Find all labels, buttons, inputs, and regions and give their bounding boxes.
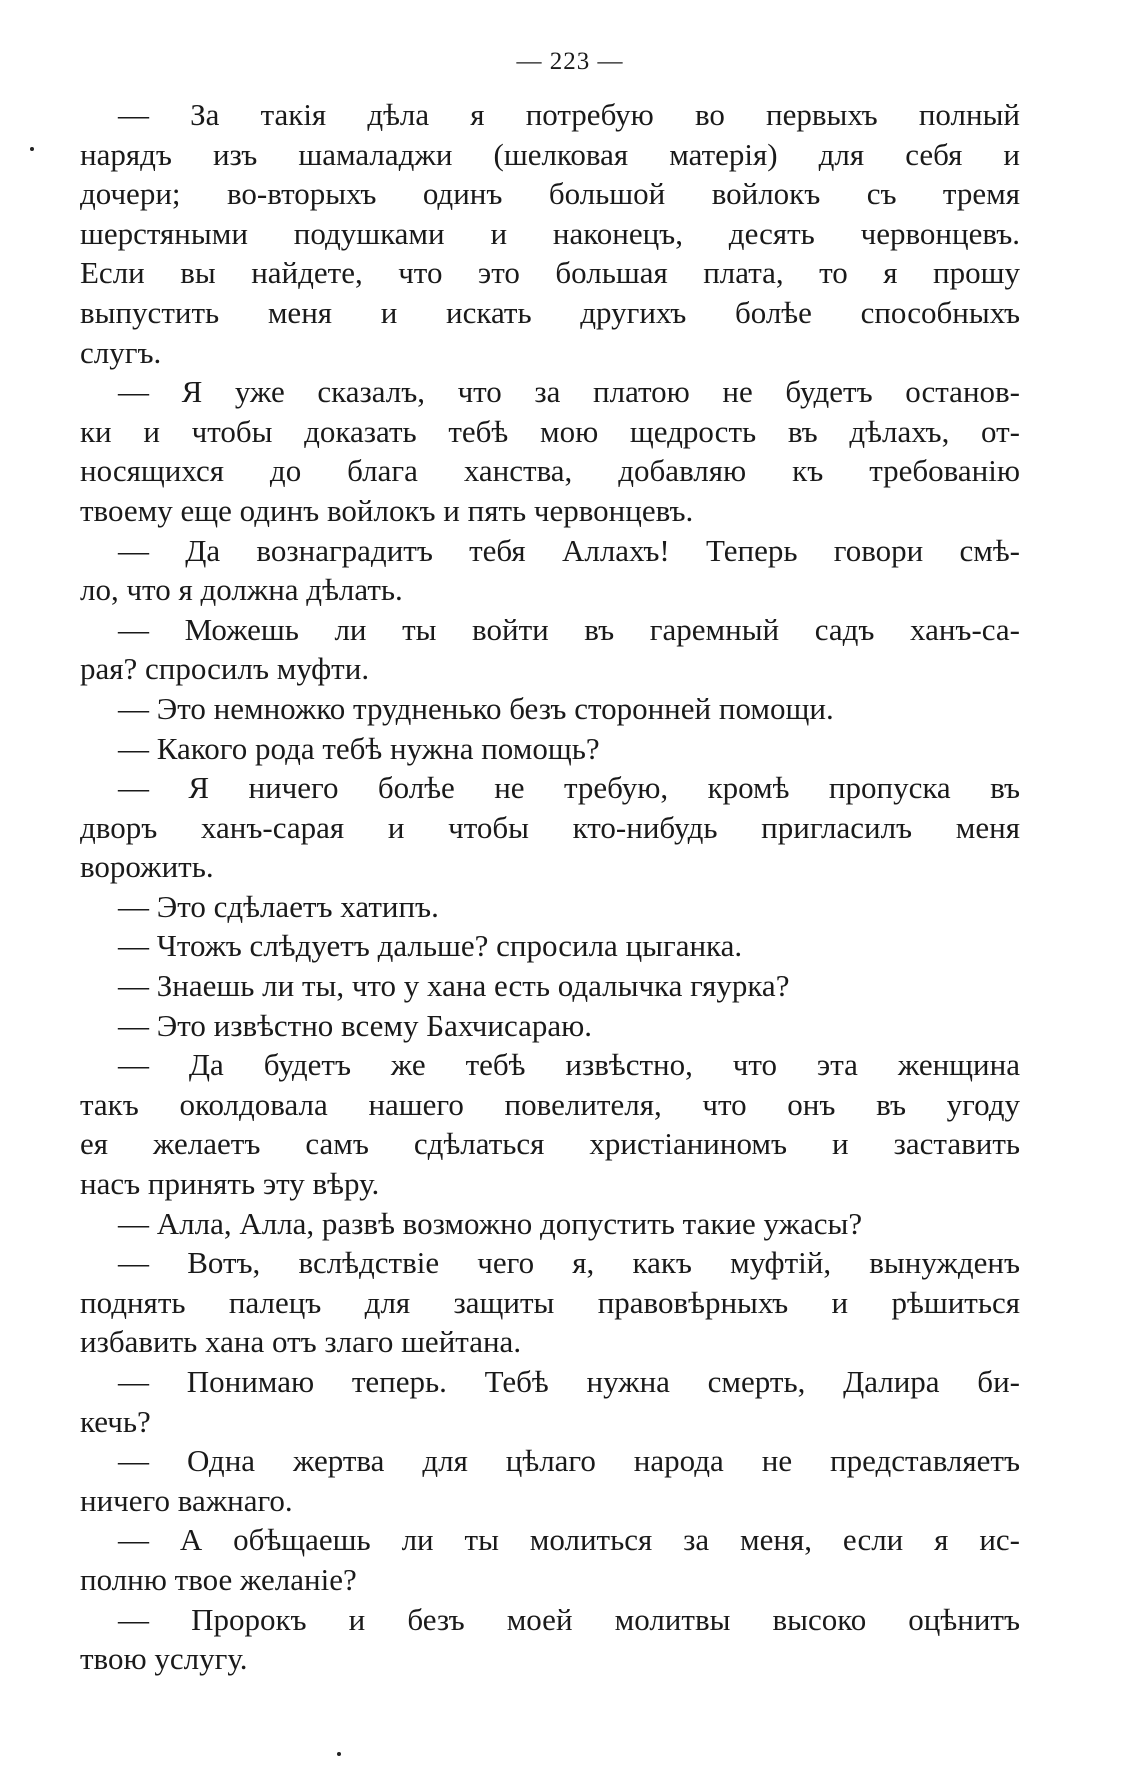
paragraph (80, 610, 1020, 689)
paragraph (80, 1243, 1020, 1362)
paragraph (80, 966, 1020, 1006)
text-line: твоему еще одинъ войлокъ и пять червонцевъ. (80, 492, 694, 528)
text-line: поднять палецъ для защиты правовѣрныхъ и рѣшиться (80, 1284, 1020, 1320)
paragraph (80, 1441, 1020, 1520)
paragraph (80, 1045, 1020, 1203)
text-line: ки и чтобы доказать тебѣ мою щедрость въ дѣлахъ, от- (80, 413, 1020, 449)
text-line: — Это немножко трудненько безъ сторонней помощи. (118, 690, 834, 726)
text-line: — Знаешь ли ты, что у хана есть одалычка гяурка? (118, 968, 790, 1004)
text-line: выпустить меня и искать другихъ болѣе способныхъ (80, 294, 1020, 330)
text-line: — Пророкъ и безъ моей молитвы высоко оцѣнитъ (118, 1601, 1020, 1637)
text-line: — А обѣщаешь ли ты молиться за меня, если я ис- (118, 1522, 1020, 1558)
text-line: — Да вознаградитъ тебя Аллахъ! Теперь говори смѣ- (118, 532, 1020, 568)
text-line: — Чтожъ слѣдуетъ дальше? спросила цыганка. (118, 928, 743, 964)
paragraph (80, 768, 1020, 887)
text-line: — Понимаю теперь. Тебѣ нужна смерть, Далира би- (118, 1364, 1020, 1399)
text-line: полню твое желаніе? (80, 1561, 357, 1597)
text-line: такъ околдовала нашего повелителя, что онъ въ угоду (80, 1086, 1020, 1122)
paragraph (80, 1600, 1020, 1679)
text-line: — Это сдѣлаетъ хатипъ. (118, 888, 439, 924)
text-line: — Это извѣстно всему Бахчисараю. (118, 1007, 593, 1043)
text-line: Если вы найдете, что это большая плата, то я прошу (80, 255, 1020, 291)
text-line: дочери; во-вторыхъ одинъ большой войлокъ съ тремя (80, 176, 1020, 212)
text-line: кечь? (80, 1403, 151, 1439)
paragraph (80, 95, 1020, 372)
text-line: ея желаетъ самъ сдѣлаться христіаниномъ и заставить (80, 1126, 1020, 1162)
text-line: — Какого рода тебѣ нужна помощь? (118, 730, 600, 766)
paragraph (80, 926, 1020, 966)
text-line: насъ принять эту вѣру. (80, 1166, 380, 1202)
paragraph (80, 372, 1020, 530)
text-line: рая? спросилъ муфти. (80, 651, 370, 687)
page-number: — 223 — (516, 48, 624, 75)
text-line: — Одна жертва для цѣлаго народа не представляетъ (118, 1443, 1020, 1479)
text-line: — Можешь ли ты войти въ гаремный садъ ханъ-са- (118, 611, 1020, 647)
paragraph (80, 1204, 1020, 1244)
text-line: ворожить. (80, 849, 214, 885)
print-speck (30, 147, 34, 151)
text-line: слугъ. (80, 334, 162, 370)
text-line: избавить хана отъ злаго шейтана. (80, 1324, 522, 1360)
text-line: ло, что я должна дѣлать. (80, 572, 403, 608)
text-line: дворъ ханъ-сарая и чтобы кто-нибудь пригласилъ меня (80, 809, 1020, 845)
paragraph (80, 531, 1020, 610)
text-line: — Алла, Алла, развѣ возможно допустить такие ужасы? (118, 1205, 863, 1241)
paragraph (80, 1006, 1020, 1046)
text-line: носящихся до блага ханства, добавляю къ требованію (80, 453, 1020, 489)
print-speck (337, 1752, 341, 1756)
paragraph (80, 887, 1020, 927)
text-line: твою услугу. (80, 1641, 248, 1677)
paragraph (80, 1520, 1020, 1599)
page-body-text (80, 95, 1020, 1679)
text-line: ничего важнаго. (80, 1482, 293, 1518)
text-line: — Я ничего болѣе не требую, кромѣ пропуска въ (118, 770, 1020, 806)
text-line: нарядъ изъ шамаладжи (шелковая матерія) для себя и (80, 136, 1020, 172)
paragraph (80, 1362, 1020, 1441)
paragraph (80, 689, 1020, 729)
paragraph (80, 729, 1020, 769)
text-line: шерстяными подушками и наконецъ, десять червонцевъ. (80, 215, 1020, 251)
text-line: — Вотъ, вслѣдствіе чего я, какъ муфтій, вынужденъ (118, 1245, 1020, 1281)
text-line: — Я уже сказалъ, что за платою не будетъ останов- (118, 374, 1020, 410)
text-line: — Да будетъ же тебѣ извѣстно, что эта женщина (118, 1047, 1020, 1083)
text-line: — За такія дѣла я потребую во первыхъ полный (118, 97, 1020, 132)
